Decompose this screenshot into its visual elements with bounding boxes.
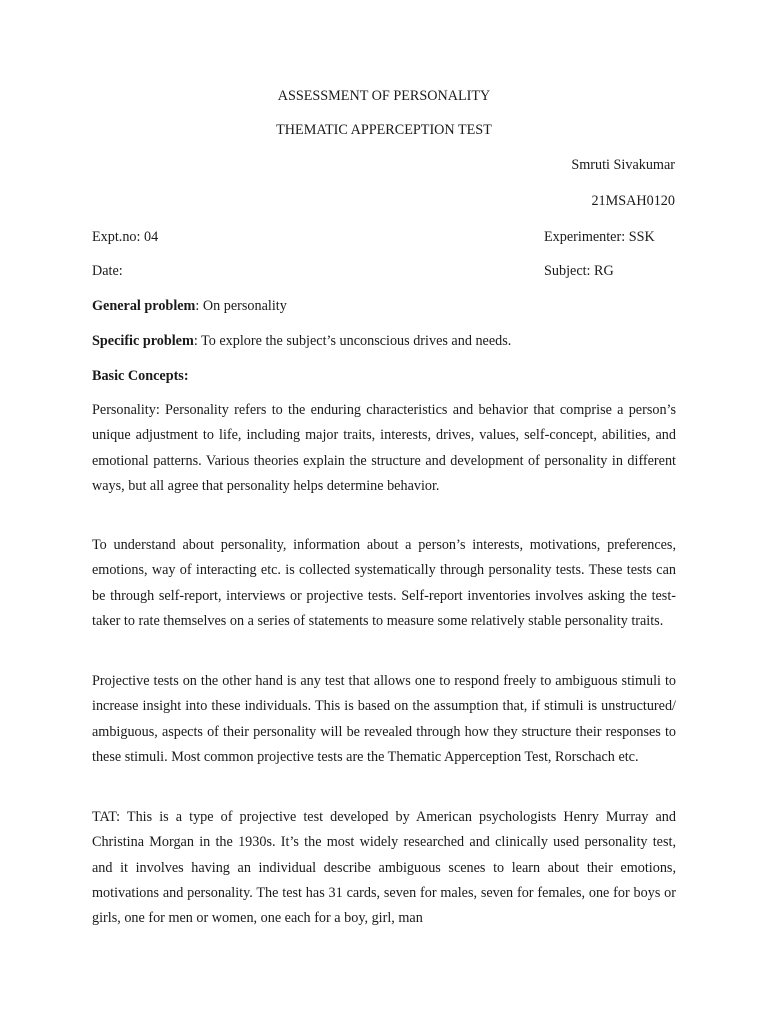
paragraph-tat: TAT: This is a type of projective test developed by American psychologists Henry Murray and Christina Morgan in the 1930s. It’s the most widely researched and clinically used personality test, and it involves having an individual describe ambiguous scenes to learn about their emotions, motivations and personality. The test has 31 cards, seven for males, seven for females, one for boys or girls, one for men or women, one each for a boy, girl, man <box>92 809 676 927</box>
general-problem <box>92 298 676 315</box>
experimenter: Experimenter: SSK <box>544 229 655 245</box>
specific-problem-label: Specific problem <box>92 333 194 349</box>
document-title: ASSESSMENT OF PERSONALITY <box>277 88 491 104</box>
specific-problem <box>92 333 676 350</box>
basic-concepts-heading: Basic Concepts: <box>92 368 189 384</box>
document-subtitle: THEMATIC APPERCEPTION TEST <box>276 122 492 138</box>
general-problem-text: : On personality <box>195 298 287 314</box>
paragraph-understanding: To understand about personality, information about a person’s interests, motivations, preferences, emotions, way of interacting etc. is collected systematically through personality tests. These tests can be through self-report, interviews or projective tests. Self-report inventories involves asking the test-taker to rate themselves on a series of statements to measure some relatively stable personality traits. <box>92 537 676 629</box>
expt-no: Expt.no: 04 <box>92 229 159 245</box>
date-field: Date: <box>92 263 123 279</box>
roll-number: 21MSAH0120 <box>591 193 675 209</box>
general-problem-label: General problem <box>92 298 196 314</box>
paragraph-projective-tests: Projective tests on the other hand is any test that allows one to respond freely to ambiguous stimuli to increase insight into these individuals. This is based on the assumption that, if stimuli is unstructured/ ambiguous, aspects of their personality will be revealed through how they structure their responses to these stimuli. Most common projective tests are the Thematic Apperception Test, Rorschach etc. <box>92 673 676 765</box>
paragraph-personality: Personality: Personality refers to the enduring characteristics and behavior that comprise a person’s unique adjustment to life, including major traits, interests, drives, values, self-concept, abilities, and emotional patterns. Various theories explain the structure and development of personality in different ways, but all agree that personality helps determine behavior. <box>92 402 676 494</box>
specific-problem-text: : To explore the subject’s unconscious drives and needs. <box>193 333 512 349</box>
author-name: Smruti Sivakumar <box>571 157 675 173</box>
subject-field: Subject: RG <box>544 263 614 279</box>
